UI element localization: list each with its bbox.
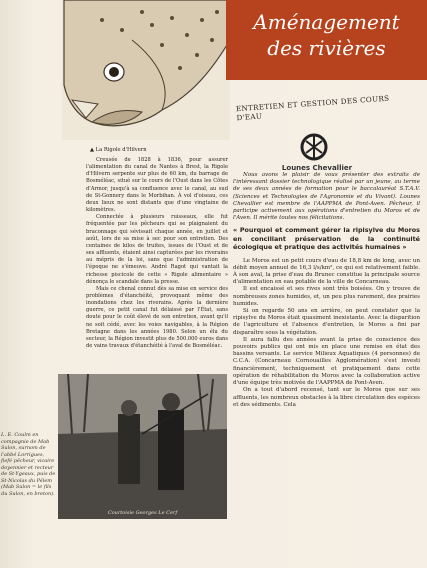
left-paragraph: Creusée de 1828 à 1836, pour assurer l'alimentation du canal de Nantes à Brest, la Rigole d'Hilvern serpente sur plus de 60 km, du barrage de Bosméléac, situé sur le cours de l'Oust dans les Côtes d'Armor, jusqu'à sa confluence avec le canal, au sud de St-Gonnery dans le Morbihan. À vol d'oiseau, ces deux lieux ne sont distants que d'une vingtaine de kilomètres.: [86, 157, 228, 214]
historic-photo: [58, 374, 227, 519]
left-paragraph: Mais ce chenal connut dès sa mise en service des problèmes d'étanchéité, provoquant même des inondations chez les riverains. Après la dernière guerre, ce petit canal fut délaissé par l'État, sans doute pour le coût élevé de son entretien, avant qu'il ne soit cédé, avec les voies navigables, à la Région Bretagne dans les années 1980. Selon un élu du secteur, la Région investit plus de 500.000 euros dans de vains travaux d'étanchéité à l'aval de Bosméléac.: [86, 285, 228, 350]
body-paragraph: On a tout d'abord recensé, tant sur le Moros que sur ses affluents, les nombreux obstacles à la libre circulation des espèces et des sédiments. Cela: [233, 387, 420, 408]
celtic-knot-icon: [300, 133, 328, 161]
right-column: [233, 172, 420, 409]
author-name: Lounes Chevallier: [281, 164, 353, 172]
left-column: [86, 157, 228, 350]
headline: « Pourquoi et comment gérer la ripisylve du Moros en conciliant préservation de la continuité écologique et pratique des activités humaines »: [233, 226, 420, 252]
body-paragraph: Le Moros est un petit cours d'eau de 18,8 km de long, avec un débit moyen annuel de 16,3 l/s/km², ce qui est relativement faible. À son aval, la prise d'eau du Brunec constitue la principale source d'alimentation en eau potable de la ville de Concarneau.: [233, 257, 420, 286]
intro-paragraph: Nous avons le plaisir de vous présenter des extraits de l'intéressant dossier technologique réalisé par un jeune, au terme de ses deux années de formation pour le baccalauréat S.T.A.V. (Sciences et Technologies de l'Agronomie et du Vivant). Lounes Chevallier est membre de l'AAPPMA de Pont-Aven. Pêcheur, il participe activement aux opérations d'entretien du Moros et de l'Aven. Il mérite toutes nos félicitations.: [233, 172, 420, 222]
photo-scene: [58, 374, 227, 519]
body-paragraph: Si on regarde 50 ans en arrière, on peut constater que la ripisylve du Moros était quasiment inexistante. Avec la disparition de l'agriculture et l'absence d'entretien, le Moros a fini par disparaître sous la végétation.: [233, 308, 420, 336]
title-line-2: des rivières: [267, 36, 386, 60]
title-line-1: Aménagement: [253, 10, 400, 34]
section-subtitle: ENTRETIEN ET GESTION DES COURS D'EAU: [235, 93, 390, 123]
title-banner: [226, 0, 427, 80]
left-paragraph: Connectée à plusieurs ruisseaux, elle fut fréquentée par les pêcheurs qui se plaignaient du braconnage qui sévissait chaque année, en juillet et août, lors de sa mise à sec pour son entretien. Des centaines de kilos de truites, issues de l'Oust et de ses affluents, étaient ainsi capturées par les riverains au mépris de la loi, sans que l'administration de l'époque ne s'émeuve. André Ragot qui vantait la richesse piscicole de cette « Rigole alimentaire » dénonça le scandale dans la presse.: [86, 214, 228, 285]
fish-caption: ▲ La Rigole d'Hilvern: [90, 147, 147, 153]
body-paragraph: Il est encaissé et ses rives sont très boisées. On y trouve de nombreuses zones humides, et, un peu plus rarement, des prairies humides.: [233, 286, 420, 307]
body-paragraph: Il aura fallu des années avant la prise de conscience des pouvoirs publics qui ont mis en place une remise en état des bassins versants. Le service Milieux Aquatiques (4 personnes) de C.C.A. (Concarneau Cornouailles Agglomération) s'est investi financièrement, techniquement et pratiquement dans cette opération de réhabilitation du Moros avec la collaboration active d'une équipe très motivée de l'AAPPMA de Pont-Aven.: [233, 336, 420, 387]
photo-caption: Courtoisie Georges Le Cerf: [107, 510, 178, 516]
photo-side-caption: L. E. Coulm en compagnie de Mab Sulon, surnom de l'abbé Lorrigues, fiefé pêcheur, vicaire doyennier et recteur de St-Ygeaux, puis de St-Nicolas du Pélem (Mab Sulon = le fils du Sulon, en breton).: [1, 432, 56, 497]
trout-illustration: [62, 0, 230, 140]
